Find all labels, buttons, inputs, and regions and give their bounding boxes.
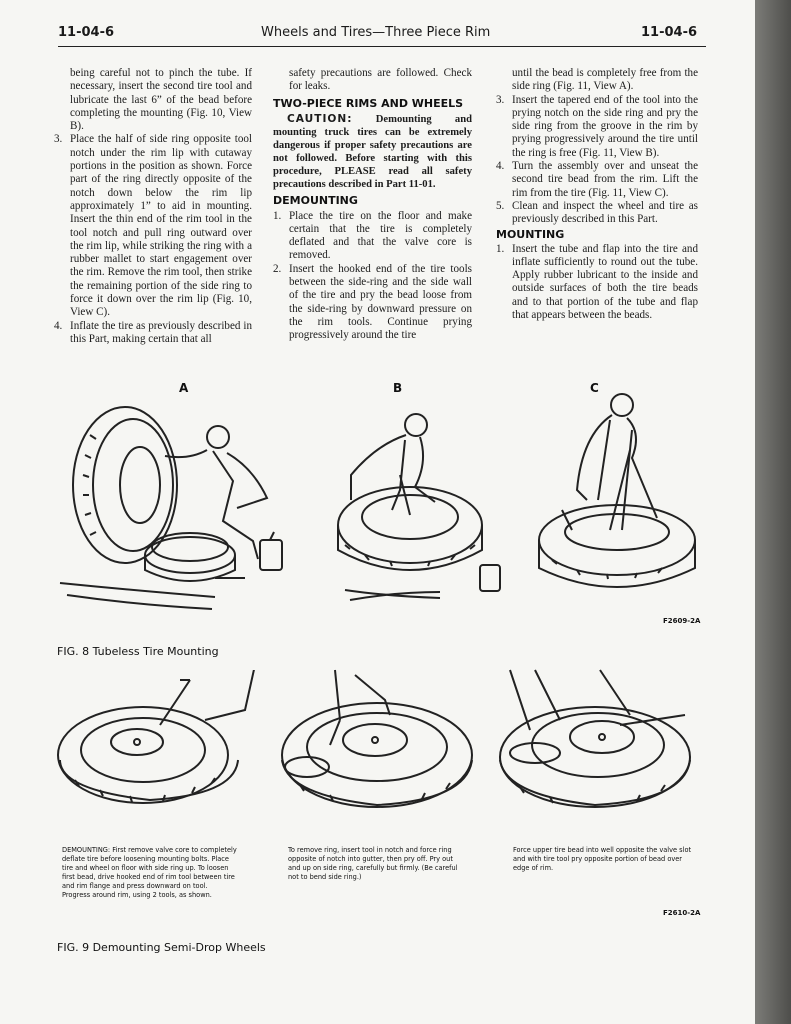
header-rule: [58, 46, 706, 47]
step-caption-3: Force upper tire bead into well opposite the valve slot and with tire tool pry opposite portion of bead over edge of rim.: [513, 846, 692, 872]
caution-text: Demounting and mounting truck tires can be extremely dangerous if proper safety precautions are not followed. Before starting with this procedure, PLEASE read all safety precautions described in Part 11-01.: [273, 113, 472, 190]
paragraph: being careful not to pinch the tube. If necessary, insert the second tire tool and lubricate the last 6” of the bead before completing the mounting (Fig. 10, View B).: [70, 67, 252, 133]
item-number: 3.: [54, 133, 63, 146]
page-number-left: 11-04-6: [58, 25, 115, 40]
item-text: Place the tire on the floor and make certain that the tire is completely deflated and that the valve core is removed.: [289, 209, 472, 262]
item-number: 1.: [273, 209, 282, 222]
item-text: Inflate the tire as previously described in this Part, making certain that all: [70, 319, 252, 345]
section-heading: TWO-PIECE RIMS AND WHEELS: [273, 96, 464, 110]
page-title: Wheels and Tires—Three Piece Rim: [261, 25, 491, 40]
demount-illustration-2: [275, 665, 480, 825]
list-item: [496, 243, 698, 323]
view-label-b: B: [393, 381, 403, 395]
step-caption-2: To remove ring, insert tool in notch and force ring opposite of notch into gutter, then pry off. Pry out and up on side ring, carefully but firmly. (Be careful not to bend side ring.): [288, 846, 458, 881]
page-number-right: 11-04-6: [641, 25, 698, 40]
text-column-3: [496, 67, 698, 322]
item-number: 5.: [496, 199, 505, 212]
tire-mounting-illustration-a: [55, 395, 285, 615]
list-item: [496, 160, 698, 200]
item-text: Insert the tube and flap into the tire and inflate sufficiently to round out the tube. Apply rubber lubricant to the inside and outside surfaces of both the tire beads and to that portion of the tube and flap that appears between the beads.: [512, 242, 698, 322]
step-caption-1: DEMOUNTING: First remove valve core to completely deflate tire before loosening mounting bolts. Place tire and wheel on floor with side ring up. To loosen first bead, drive hooked end of rim tool between tire and rim flange and press downward on tool. Progress around rim, using 2 tools, as shown.: [62, 846, 237, 899]
item-text: Clean and inspect the wheel and tire as previously described in this Part.: [512, 199, 698, 226]
caution-label: CAUTION:: [287, 112, 353, 125]
paragraph: until the bead is completely free from the side ring (Fig. 11, View A).: [512, 67, 698, 93]
item-number: 4.: [496, 160, 505, 173]
view-label-a: A: [179, 381, 189, 395]
section-heading: MOUNTING: [496, 227, 565, 241]
text-column-2: [273, 67, 472, 343]
item-number: 3.: [496, 93, 505, 106]
item-text: Insert the hooked end of the tire tools between the side-ring and the side wall of the tire and pry the bead loose from the side-ring by downward pressure on the rim tools. Continue prying progressively around the tire: [289, 262, 472, 342]
item-number: 1.: [496, 242, 505, 255]
binding-edge: [755, 0, 791, 1024]
list-item: [273, 263, 472, 343]
item-number: 4.: [54, 319, 63, 332]
list-item: [496, 94, 698, 160]
item-text: Turn the assembly over and unseat the second tire bead from the rim. Lift the rim from the tire (Fig. 11, View C).: [512, 160, 698, 199]
figure-caption: FIG. 8 Tubeless Tire Mounting: [57, 645, 219, 658]
list-item: [273, 210, 472, 263]
figure-code: F2609-2A: [663, 617, 701, 625]
demount-illustration-3: [490, 665, 695, 825]
figure-code: F2610-2A: [663, 909, 701, 917]
list-item: [54, 133, 252, 319]
list-item: [54, 320, 252, 347]
caution-note: [273, 113, 472, 191]
demount-illustration-1: [55, 670, 260, 825]
section-heading: DEMOUNTING: [273, 193, 358, 207]
paragraph: safety precautions are followed. Check for leaks.: [289, 67, 472, 93]
item-text: Place the half of side ring opposite tool notch under the rim lip with cutaway portions in the position as shown. Force part of the ring directly opposite of the notch down below the rim lip approximately 1” to aid in mounting. Insert the thin end of the rim tool in the tool notch and pull ring outward over the rim lip, while striking the ring with a rubber mallet to start engagement over the rim. Remove the rim tool, then strike the remaining portion of the side ring to force it down over the rim lip (Fig. 10, View C).: [70, 133, 252, 319]
item-text: Insert the tapered end of the tool into the prying notch on the side ring and pry the side ring from the groove in the rim by prying progressively around the tire until the ring is free (Fig. 11, View B).: [512, 93, 698, 159]
tire-mounting-illustration-c: [532, 390, 702, 605]
figure-caption: FIG. 9 Demounting Semi-Drop Wheels: [57, 941, 266, 954]
view-label-c: C: [590, 381, 599, 395]
text-column-1: [54, 67, 252, 346]
tire-mounting-illustration-b: [330, 395, 515, 620]
item-number: 2.: [273, 262, 282, 275]
list-item: [496, 200, 698, 227]
